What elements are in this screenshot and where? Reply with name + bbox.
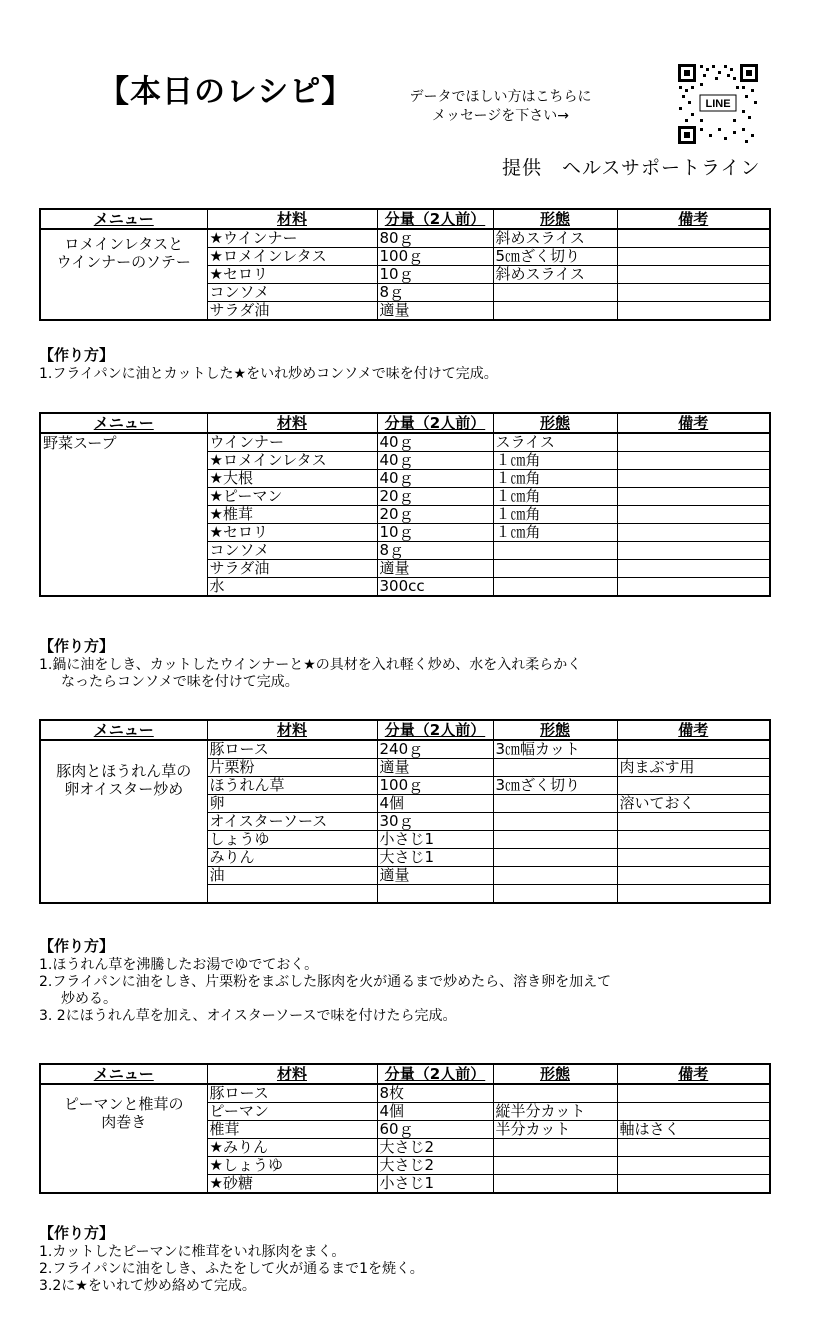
form-cell: １㎝角 [493, 488, 617, 506]
ingredient-cell: ★砂糖 [207, 1175, 377, 1194]
instruction-step: 2.フライパンに油をしき、片栗粉をまぶした豚肉を火が通るまで炒めたら、溶き卵を加えて [39, 974, 612, 990]
recipe-table [39, 1063, 771, 1194]
table-header-row [40, 1064, 770, 1084]
note-cell [617, 885, 770, 904]
amount-cell: 20ｇ [377, 488, 493, 506]
form-cell: 3㎝ざく切り [493, 777, 617, 795]
instruction-step: 炒める。 [61, 991, 117, 1007]
instructions-heading: 【作り方】 [39, 346, 115, 364]
form-cell [493, 867, 617, 885]
menu-name: 野菜スープ [40, 433, 207, 596]
ingredient-cell: 水 [207, 578, 377, 597]
col-ingredient: 材料 [207, 413, 377, 433]
col-menu: メニュー [40, 1064, 207, 1084]
form-cell [493, 1175, 617, 1194]
note-cell [617, 1175, 770, 1194]
amount-cell: 30ｇ [377, 813, 493, 831]
amount-cell: 適量 [377, 867, 493, 885]
note-cell [617, 433, 770, 452]
amount-cell: 適量 [377, 759, 493, 777]
menu-name: ピーマンと椎茸の 肉巻き [40, 1084, 207, 1193]
line-qr-code[interactable] [676, 62, 760, 146]
col-amount: 分量（2人前） [377, 1064, 493, 1084]
col-ingredient: 材料 [207, 720, 377, 740]
note-cell [617, 777, 770, 795]
note-cell [617, 302, 770, 321]
amount-cell: 大さじ2 [377, 1139, 493, 1157]
col-ingredient: 材料 [207, 209, 377, 229]
form-cell [493, 759, 617, 777]
note-cell [617, 266, 770, 284]
form-cell: １㎝角 [493, 506, 617, 524]
menu-name: 豚肉とほうれん草の 卵オイスター炒め [40, 740, 207, 903]
ingredient-cell: ★大根 [207, 470, 377, 488]
form-cell [493, 1157, 617, 1175]
ingredient-cell: みりん [207, 849, 377, 867]
col-ingredient: 材料 [207, 1064, 377, 1084]
col-form: 形態 [493, 720, 617, 740]
amount-cell: 20ｇ [377, 506, 493, 524]
table-header-row [40, 413, 770, 433]
form-cell [493, 813, 617, 831]
amount-cell: 40ｇ [377, 452, 493, 470]
amount-cell: 8ｇ [377, 284, 493, 302]
amount-cell: 60ｇ [377, 1121, 493, 1139]
amount-cell: 8枚 [377, 1084, 493, 1103]
note-cell [617, 1139, 770, 1157]
ingredient-cell: 豚ロース [207, 740, 377, 759]
menu-name: ロメインレタスと ウインナーのソテー [40, 229, 207, 320]
ingredient-cell: サラダ油 [207, 560, 377, 578]
ingredient-cell [207, 885, 377, 904]
note-cell [617, 831, 770, 849]
amount-cell: 適量 [377, 302, 493, 321]
form-cell [493, 849, 617, 867]
ingredient-cell: ★ロメインレタス [207, 248, 377, 266]
form-cell [493, 560, 617, 578]
ingredient-cell: ★ウインナー [207, 229, 377, 248]
ingredient-cell: ★ピーマン [207, 488, 377, 506]
ingredient-cell: ★しょうゆ [207, 1157, 377, 1175]
form-cell: 半分カット [493, 1121, 617, 1139]
note-cell [617, 867, 770, 885]
col-note: 備考 [617, 1064, 770, 1084]
amount-cell: 小さじ1 [377, 831, 493, 849]
note-cell [617, 813, 770, 831]
form-cell [493, 302, 617, 321]
table-row [40, 433, 770, 452]
col-note: 備考 [617, 209, 770, 229]
note-cell [617, 542, 770, 560]
form-cell [493, 1084, 617, 1103]
instructions [39, 938, 611, 1025]
note-cell [617, 506, 770, 524]
table-row [40, 1084, 770, 1103]
instructions [39, 638, 581, 691]
instructions [39, 1225, 424, 1295]
contact-message-line2: メッセージを下さい→ [432, 108, 569, 124]
contact-message-line1: データでほしい方はこちらに [409, 89, 592, 105]
note-cell: 軸はさく [617, 1121, 770, 1139]
ingredient-cell: コンソメ [207, 284, 377, 302]
note-cell [617, 524, 770, 542]
page-title: 【本日のレシピ】 [98, 74, 354, 110]
contact-message [383, 88, 618, 126]
form-cell: 縦半分カット [493, 1103, 617, 1121]
form-cell [493, 795, 617, 813]
table-row [40, 229, 770, 248]
form-cell: 斜めスライス [493, 266, 617, 284]
col-amount: 分量（2人前） [377, 720, 493, 740]
note-cell [617, 560, 770, 578]
amount-cell: 大さじ1 [377, 849, 493, 867]
form-cell [493, 284, 617, 302]
amount-cell [377, 885, 493, 904]
amount-cell: 4個 [377, 795, 493, 813]
form-cell [493, 1139, 617, 1157]
form-cell [493, 578, 617, 597]
form-cell: １㎝角 [493, 470, 617, 488]
ingredient-cell: 豚ロース [207, 1084, 377, 1103]
col-amount: 分量（2人前） [377, 413, 493, 433]
ingredient-cell: オイスターソース [207, 813, 377, 831]
instruction-step: 1.フライパンに油とカットした★をいれ炒めコンソメで味を付けて完成。 [39, 366, 498, 382]
ingredient-cell: ★椎茸 [207, 506, 377, 524]
recipe-table [39, 412, 771, 597]
amount-cell: 小さじ1 [377, 1175, 493, 1194]
ingredient-cell: 片栗粉 [207, 759, 377, 777]
form-cell: １㎝角 [493, 524, 617, 542]
amount-cell: 10ｇ [377, 266, 493, 284]
instruction-step: 1.鍋に油をしき、カットしたウインナーと★の具材を入れ軽く炒め、水を入れ柔らかく [39, 657, 582, 673]
ingredient-cell: サラダ油 [207, 302, 377, 321]
amount-cell: 適量 [377, 560, 493, 578]
note-cell [617, 1103, 770, 1121]
form-cell [493, 831, 617, 849]
amount-cell: 100ｇ [377, 248, 493, 266]
ingredient-cell: ★セロリ [207, 266, 377, 284]
note-cell [617, 470, 770, 488]
form-cell [493, 885, 617, 904]
note-cell [617, 284, 770, 302]
amount-cell: 10ｇ [377, 524, 493, 542]
col-form: 形態 [493, 209, 617, 229]
instruction-step: 1.ほうれん草を沸騰したお湯でゆでておく。 [39, 957, 319, 973]
ingredient-cell: ★みりん [207, 1139, 377, 1157]
ingredient-cell: 卵 [207, 795, 377, 813]
note-cell [617, 849, 770, 867]
note-cell [617, 248, 770, 266]
recipe-table [39, 208, 771, 321]
instruction-step: 1.カットしたピーマンに椎茸をいれ豚肉をまく。 [39, 1244, 346, 1260]
ingredient-cell: 椎茸 [207, 1121, 377, 1139]
form-cell: 斜めスライス [493, 229, 617, 248]
note-cell [617, 488, 770, 506]
col-form: 形態 [493, 413, 617, 433]
form-cell [493, 542, 617, 560]
note-cell [617, 578, 770, 597]
col-amount: 分量（2人前） [377, 209, 493, 229]
col-form: 形態 [493, 1064, 617, 1084]
amount-cell: 100ｇ [377, 777, 493, 795]
col-note: 備考 [617, 720, 770, 740]
amount-cell: 40ｇ [377, 433, 493, 452]
amount-cell: 80ｇ [377, 229, 493, 248]
instruction-step: 3.2に★をいれて炒め絡めて完成。 [39, 1278, 256, 1294]
note-cell [617, 452, 770, 470]
table-header-row [40, 209, 770, 229]
instructions [39, 347, 498, 383]
note-cell: 肉まぶす用 [617, 759, 770, 777]
provider-credit: 提供 ヘルスサポートライン [502, 157, 761, 179]
instructions-heading: 【作り方】 [39, 1224, 115, 1242]
col-note: 備考 [617, 413, 770, 433]
amount-cell: 240ｇ [377, 740, 493, 759]
amount-cell: 大さじ2 [377, 1157, 493, 1175]
note-cell [617, 740, 770, 759]
form-cell: 5㎝ざく切り [493, 248, 617, 266]
ingredient-cell: ★ロメインレタス [207, 452, 377, 470]
table-row [40, 740, 770, 759]
instructions-heading: 【作り方】 [39, 937, 115, 955]
amount-cell: 4個 [377, 1103, 493, 1121]
instruction-step: なったらコンソメで味を付けて完成。 [61, 674, 299, 690]
ingredient-cell: ウインナー [207, 433, 377, 452]
amount-cell: 300cc [377, 578, 493, 597]
form-cell: １㎝角 [493, 452, 617, 470]
ingredient-cell: ピーマン [207, 1103, 377, 1121]
table-header-row [40, 720, 770, 740]
amount-cell: 40ｇ [377, 470, 493, 488]
col-menu: メニュー [40, 720, 207, 740]
form-cell: スライス [493, 433, 617, 452]
note-cell [617, 1157, 770, 1175]
instruction-step: 2.フライパンに油をしき、ふたをして火が通るまで1を焼く。 [39, 1261, 424, 1277]
recipe-table [39, 719, 771, 904]
qr-line-label: LINE [705, 98, 731, 110]
ingredient-cell: 油 [207, 867, 377, 885]
ingredient-cell: ★セロリ [207, 524, 377, 542]
ingredient-cell: コンソメ [207, 542, 377, 560]
instruction-step: 3. 2にほうれん草を加え、オイスターソースで味を付けたら完成。 [39, 1008, 457, 1024]
note-cell [617, 229, 770, 248]
ingredient-cell: ほうれん草 [207, 777, 377, 795]
amount-cell: 8ｇ [377, 542, 493, 560]
ingredient-cell: しょうゆ [207, 831, 377, 849]
instructions-heading: 【作り方】 [39, 637, 115, 655]
col-menu: メニュー [40, 209, 207, 229]
note-cell: 溶いておく [617, 795, 770, 813]
col-menu: メニュー [40, 413, 207, 433]
form-cell: 3㎝幅カット [493, 740, 617, 759]
note-cell [617, 1084, 770, 1103]
